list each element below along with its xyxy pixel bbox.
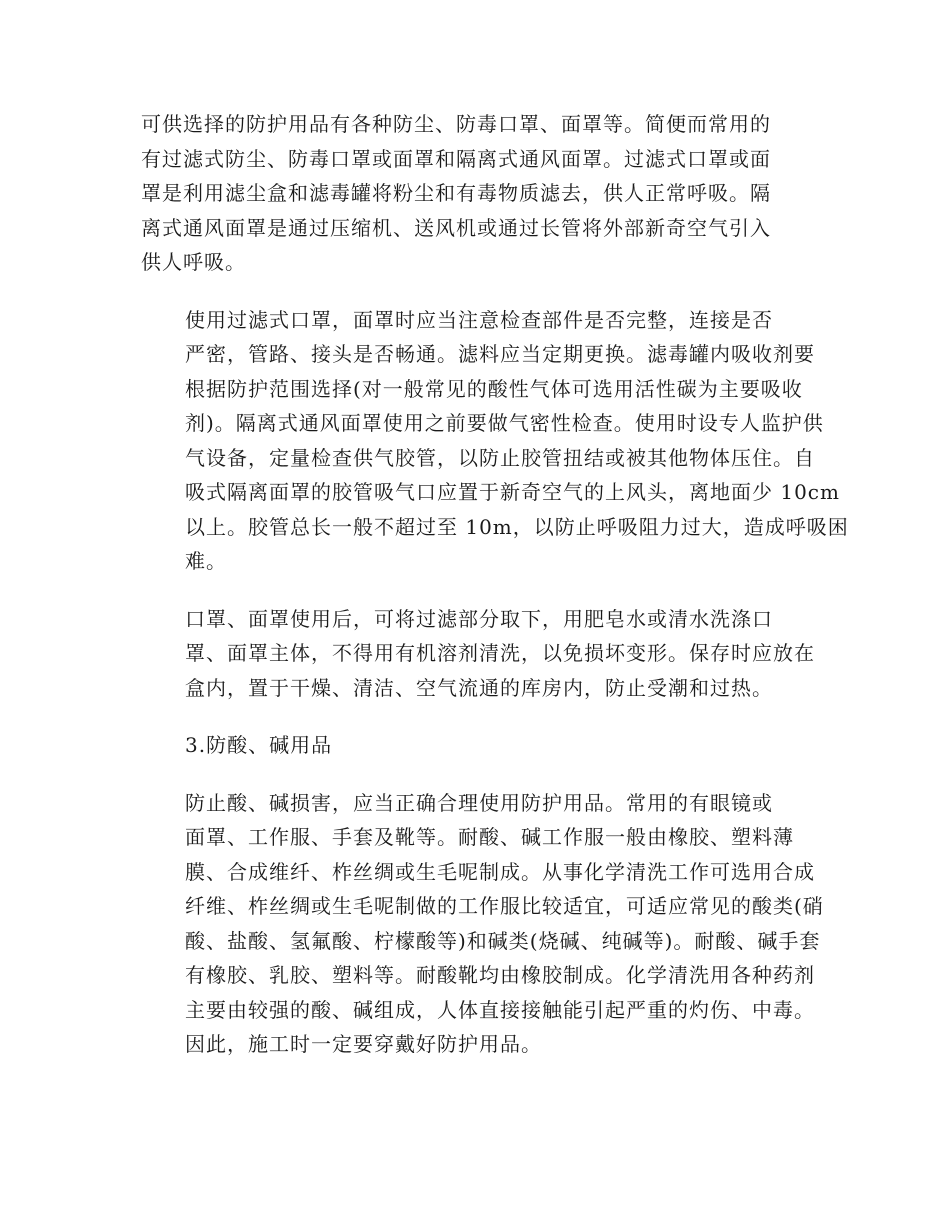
- text-line: 难。: [185, 549, 227, 573]
- text-line: 有橡胶、乳胶、塑料等。耐酸靴均由橡胶制成。化学清洗用各种药剂: [185, 963, 815, 987]
- text-line: 根据防护范围选择(对一般常见的酸性气体可选用活性碳为主要吸收: [185, 376, 803, 401]
- paragraph-mask-cleaning: [141, 602, 815, 706]
- paragraph-acid-alkali-protection: [141, 786, 824, 1062]
- text-line: 离式通风面罩是通过压缩机、送风机或通过长管将外部新奇空气引入: [141, 215, 771, 240]
- text-line: 以上。胶管总长一般不超过至 10m，以防止呼吸阻力过大，造成呼吸困: [185, 514, 849, 539]
- text-line: 剂)。隔离式通风面罩使用之前要做气密性检查。使用时设专人监护供: [185, 411, 824, 435]
- text-line: 膜、合成维纤、柞丝绸或生毛呢制成。从事化学清洗工作可选用合成: [185, 859, 815, 884]
- document-body: [141, 107, 849, 1085]
- text-line: 有过滤式防尘、防毒口罩或面罩和隔离式通风面罩。过滤式口罩或面: [141, 146, 771, 171]
- text-line: 气设备，定量检查供气胶管，以防止胶管扭结或被其他物体压住。自: [185, 445, 815, 470]
- paragraph-filter-mask-usage: [141, 303, 849, 579]
- text-line: 吸式隔离面罩的胶管吸气口应置于新奇空气的上风头，离地面少 10cm: [185, 480, 840, 504]
- text-line: 面罩、工作服、手套及靴等。耐酸、碱工作服一般由橡胶、塑料薄: [185, 825, 794, 849]
- text-line: 主要由较强的酸、碱组成，人体直接接触能引起严重的灼伤、中毒。: [185, 997, 815, 1022]
- text-line: 罩、面罩主体，不得用有机溶剂清洗，以免损坏变形。保存时应放在: [185, 641, 815, 665]
- text-line: 因此，施工时一定要穿戴好防护用品。: [185, 1032, 542, 1056]
- text-line: 防止酸、碱损害，应当正确合理使用防护用品。常用的有眼镜或: [185, 790, 773, 815]
- section-heading-acid-alkali: 3.防酸、碱用品: [185, 733, 333, 757]
- text-line: 供人呼吸。: [141, 250, 246, 274]
- text-line: 纤维、柞丝绸或生毛呢制做的工作服比较适宜，可适应常见的酸类(硝: [185, 894, 824, 918]
- text-line: 严密，管路、接头是否畅通。滤料应当定期更换。滤毒罐内吸收剂要: [185, 342, 815, 366]
- paragraph-respiratory-options: [141, 107, 801, 280]
- text-line: 酸、盐酸、氢氟酸、柠檬酸等)和碱类(烧碱、纯碱等)。耐酸、碱手套: [185, 928, 821, 953]
- text-line: 口罩、面罩使用后，可将过滤部分取下，用肥皂水或清水洗涤口: [185, 606, 773, 631]
- text-line: 可供选择的防护用品有各种防尘、防毒口罩、面罩等。简便而常用的: [141, 112, 771, 136]
- text-line: 盒内，置于干燥、清洁、空气流通的库房内，防止受潮和过热。: [185, 675, 773, 700]
- text-line: 罩是利用滤尘盒和滤毒罐将粉尘和有毒物质滤去，供人正常呼吸。隔: [141, 181, 771, 205]
- text-line: 使用过滤式口罩，面罩时应当注意检查部件是否完整，连接是否: [185, 307, 773, 332]
